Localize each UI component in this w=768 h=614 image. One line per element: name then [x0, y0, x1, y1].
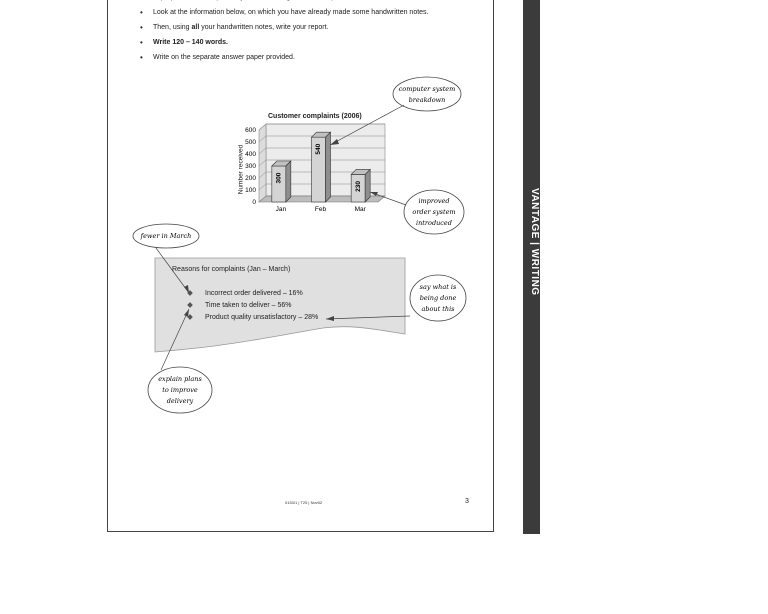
chart-y-tick-label: 500 — [245, 139, 256, 146]
chart-data-label: 230 — [354, 180, 362, 192]
chart-y-tick-label: 200 — [245, 175, 256, 182]
chart-y-tick-label: 0 — [252, 199, 256, 206]
chart-y-tick-label: 100 — [245, 187, 256, 194]
page-number: 3 — [465, 498, 469, 505]
chart-y-tick-label: 300 — [245, 163, 256, 170]
figure-canvas — [108, 0, 495, 532]
bar-chart — [245, 124, 385, 213]
chart-bar-side — [326, 132, 331, 202]
reasons-title: Reasons for complaints (Jan – March) — [172, 266, 291, 273]
note-fewer-text: fewer in March — [140, 232, 192, 240]
chart-x-tick-label: Feb — [314, 206, 327, 213]
chart-data-label: 540 — [315, 143, 323, 155]
note-improved-line: improved — [418, 197, 450, 205]
instruction-text: your handwritten notes, write your report. — [199, 24, 329, 31]
chart-title: Customer complaints (2006) — [268, 113, 362, 120]
note-explain-line: delivery — [166, 397, 194, 405]
note-improved-line: introduced — [416, 219, 452, 227]
note-computer-line: computer system — [398, 85, 456, 93]
note-say-line: about this — [421, 305, 455, 313]
chart-y-tick-label: 600 — [245, 127, 256, 134]
note-say-line: say what is — [419, 283, 457, 291]
sidebar-label: VANTAGE | WRITING — [529, 188, 540, 296]
note-explain-line: to improve — [162, 386, 198, 394]
instruction-text: Then, using — [153, 24, 192, 31]
reason-item: Incorrect order delivered – 16% — [205, 290, 303, 297]
chart-bar-side — [286, 161, 291, 202]
reason-item: Time taken to deliver – 56% — [205, 302, 292, 309]
chart-bar-side — [365, 169, 370, 202]
word-count-instruction: Write 120 – 140 words. — [153, 39, 228, 46]
note-improved-line: order system — [412, 208, 456, 216]
sidebar-tab — [523, 0, 540, 534]
chart-y-tick-label: 400 — [245, 151, 256, 158]
instruction-text: Write on the separate answer paper provided. — [153, 54, 295, 61]
chart-x-tick-label: Jan — [275, 206, 287, 213]
chart-y-axis-label: Number received — [237, 144, 245, 195]
note-explain-line: explain plans — [158, 375, 202, 383]
instruction-emphasis: all — [191, 24, 200, 31]
footer-code: 0153/1 | T25 | Nov02 — [285, 500, 323, 505]
note-bubble-computer — [393, 77, 461, 111]
exam-page — [107, 0, 494, 532]
note-computer-line: breakdown — [408, 96, 446, 104]
chart-x-tick-label: Mar — [354, 206, 366, 213]
chart-data-label: 300 — [275, 172, 283, 184]
instruction-text: Look at the information below, on which you have already made some handwritten notes. — [153, 9, 429, 16]
reason-item: Product quality unsatisfactory – 28% — [205, 314, 319, 321]
note-say-line: being done — [419, 294, 457, 302]
